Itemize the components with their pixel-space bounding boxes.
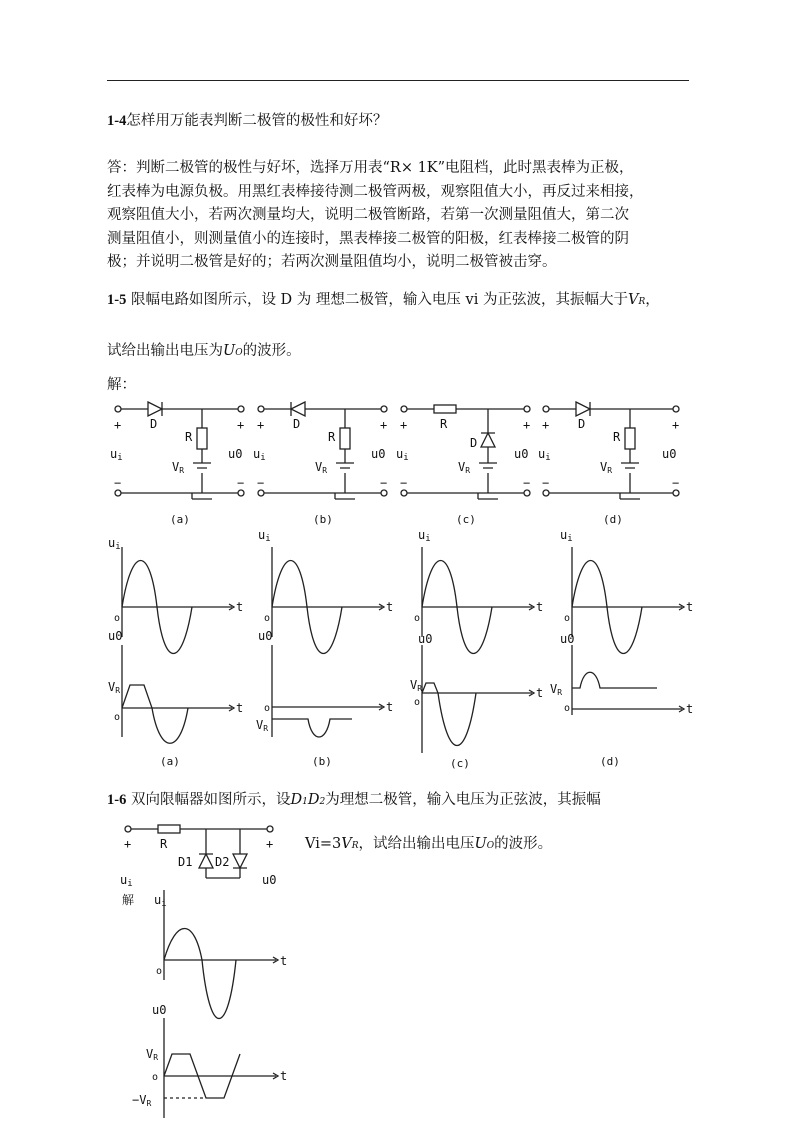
q16-d1-sub: 1: [302, 797, 308, 807]
q15-vr-sub: R: [638, 297, 646, 307]
q15-vr: V: [627, 292, 639, 308]
q16-negvr-label: −VR: [132, 1093, 152, 1108]
q16-plus-out: +: [266, 837, 274, 851]
q16-wave-ui-label: ui: [154, 893, 167, 909]
u0-axes-b: [272, 645, 384, 737]
bidirectional-limiter: [110, 818, 310, 1118]
q16-line-1: [107, 789, 601, 815]
minus-b-in: −: [257, 476, 265, 490]
q16-wave-u0-label: u0: [152, 1003, 167, 1017]
label-ui-d: ui: [538, 447, 551, 463]
vr-label-c: VR: [410, 678, 423, 693]
label-uo-c: u0: [514, 447, 529, 461]
t-label-u0-b: t: [386, 700, 394, 714]
t-label-ui-a: t: [236, 600, 244, 614]
q16-vr: V: [341, 836, 352, 852]
resistor-d: [625, 428, 635, 449]
ui-axes-q16: [164, 890, 278, 980]
circuit-a: [115, 402, 244, 499]
label-VR-a: VR: [172, 460, 185, 475]
q16-line2-mid: ，试给出输出电压: [358, 836, 475, 852]
q16-label-R: R: [160, 837, 168, 851]
q16-vr-sub: R: [351, 841, 359, 851]
q15-line2-post: 的波形。: [242, 343, 301, 359]
ui-label-c: ui: [418, 528, 431, 544]
wave-label-a: (a): [160, 755, 180, 768]
q15-number: 1-5: [107, 292, 127, 308]
label-R-d: R: [613, 430, 621, 444]
q16-uo-sub: O: [486, 841, 495, 851]
circuit-label-c: (c): [456, 513, 476, 526]
label-D-d: D: [578, 417, 586, 431]
q15-line-2: [107, 340, 301, 366]
q15-line-1: [107, 289, 660, 315]
u0-label-d: u0: [560, 632, 575, 646]
circuit-label-b: (b): [313, 513, 333, 526]
limiter-circuits: [100, 395, 700, 530]
q14-answer-line-1: 答：判断二极管的极性与好坏，选择万用表“R× 1K”电阻档，此时黑表棒为正极，: [107, 160, 634, 176]
minus-a-out: −: [237, 476, 245, 490]
diode-d2: [233, 854, 247, 868]
q15-line2-pre: 试给出输出电压为: [107, 343, 223, 359]
diode-d1: [199, 854, 213, 868]
ui-label-a: ui: [108, 536, 121, 552]
resistor: [158, 825, 180, 833]
origin-ui-d: o: [564, 613, 571, 624]
header-rule: [107, 80, 689, 81]
label-D-b: D: [293, 417, 301, 431]
plus-a-in: +: [114, 418, 122, 432]
resistor-a: [197, 428, 207, 449]
origin-u0-a: o: [114, 712, 121, 723]
origin-u0-c: o: [414, 697, 421, 708]
q16-uo: U: [474, 836, 487, 852]
ui-label-b: ui: [258, 528, 271, 544]
q15-uo-sub: O: [235, 348, 243, 358]
q15-uo: U: [223, 343, 236, 359]
u0-label-a: u0: [108, 629, 123, 643]
u0-wave-b: [272, 719, 352, 737]
t-label-ui-b: t: [386, 600, 394, 614]
q14-answer-line-2: 红表棒为电源负极。用黑红表棒接待测二极管两极，观察阻值大小，再反过来相接，: [107, 183, 644, 200]
origin-ui-c: o: [414, 613, 421, 624]
label-R-a: R: [185, 430, 193, 444]
plus-b-in: +: [257, 418, 265, 432]
q16-line1-pre: 双向限幅器如图所示，设: [130, 792, 291, 808]
q15-text: 限幅电路如图所示，设 D 为 理想二极管，输入电压 vi 为正弦波，其振幅大于: [130, 292, 628, 308]
limiter-circuit: [125, 825, 273, 878]
q15-comma: ，: [645, 292, 660, 308]
resistor-c: [434, 405, 456, 413]
label-R-c: R: [440, 417, 448, 431]
q16-d2: D: [307, 792, 320, 808]
vr-label-b: VR: [256, 718, 269, 733]
minus-d-in: −: [542, 476, 550, 490]
q16-line2-post: 的波形。: [494, 836, 553, 852]
q14-answer-line-5: 极；并说明二极管是好的；若两次测量阻值均小，说明二极管被击穿。: [107, 254, 557, 270]
q16-line1-post: 为理想二极管，输入电压为正弦波，其振幅: [325, 792, 601, 808]
origin-ui-a: o: [114, 613, 121, 624]
minus-c-out: −: [523, 476, 531, 490]
q16-d2-sub: 2: [319, 797, 326, 807]
u0-axes-d: [572, 645, 684, 715]
q16-line-2: [305, 833, 552, 859]
t-label-ui-d: t: [686, 600, 694, 614]
label-VR-b: VR: [315, 460, 328, 475]
circuit-d: [543, 402, 679, 499]
label-VR-c: VR: [458, 460, 471, 475]
vr-label-d: VR: [550, 682, 563, 697]
plus-c-out: +: [523, 418, 531, 432]
t-label-u0-d: t: [686, 702, 694, 716]
circuit-b: [258, 402, 387, 499]
origin-u0-b: o: [264, 703, 271, 714]
q16-origin-u0: o: [152, 1072, 159, 1083]
plus-b-out: +: [380, 418, 388, 432]
minus-c-in: −: [400, 476, 408, 490]
label-ui-c: ui: [396, 447, 409, 463]
diode-a: [148, 402, 162, 416]
ui-label-d: ui: [560, 528, 573, 544]
label-uo-d: u0: [662, 447, 677, 461]
u0-axes-q16: [164, 1018, 278, 1118]
q15-solution-label: 解：: [107, 377, 136, 393]
u0-wave-a: [122, 685, 188, 743]
diode-b: [291, 402, 305, 416]
label-ui-b: ui: [253, 447, 266, 463]
label-VR-d: VR: [600, 460, 613, 475]
minus-d-out: −: [672, 476, 680, 490]
q14-answer-line-4: 测量阻值小，则测量值小的连接时，黑表棒接二极管的阳极，红表棒接二极管的阴: [107, 230, 629, 247]
plus-a-out: +: [237, 418, 245, 432]
plus-d-out: +: [672, 418, 680, 432]
q16-t-u0: t: [280, 1069, 288, 1083]
label-ui-a: ui: [110, 447, 123, 463]
limiter-waveforms: [100, 525, 700, 775]
t-label-ui-c: t: [536, 600, 544, 614]
q16-number: 1-6: [107, 792, 127, 808]
q16-label-ui: ui: [120, 873, 133, 889]
resistor-b: [340, 428, 350, 449]
q16-plus-in: +: [124, 837, 132, 851]
q16-label-D1: D1: [178, 855, 193, 869]
minus-a-in: −: [114, 476, 122, 490]
q16-solution-label: 解: [122, 893, 135, 907]
label-uo-b: u0: [371, 447, 386, 461]
label-D-a: D: [150, 417, 158, 431]
label-D-c: D: [470, 436, 478, 450]
q16-vr-label: VR: [146, 1047, 159, 1062]
u0-axes-a: [122, 645, 234, 737]
u0-wave-d: [572, 672, 657, 688]
t-label-u0-c: t: [536, 686, 544, 700]
u0-label-c: u0: [418, 632, 433, 646]
vr-label-a: VR: [108, 680, 121, 695]
origin-ui-b: o: [264, 613, 271, 624]
plus-c-in: +: [400, 418, 408, 432]
q14-answer-line-3: 观察阻值大小，若两次测量均大，说明二极管断路，若第一次测量阻值大，第二次: [107, 207, 629, 223]
wave-label-b: (b): [312, 755, 332, 768]
label-uo-a: u0: [228, 447, 243, 461]
circuit-label-d: (d): [603, 513, 623, 526]
origin-u0-d: o: [564, 703, 571, 714]
circuit-label-a: (a): [170, 513, 190, 526]
u0-label-b: u0: [258, 629, 273, 643]
q14-title: [107, 110, 387, 134]
wave-label-d: (d): [600, 755, 620, 768]
label-R-b: R: [328, 430, 336, 444]
q16-d1: D: [290, 792, 303, 808]
circuit-c: [401, 405, 530, 499]
q16-label-D2: D2: [215, 855, 230, 869]
q14-question: 怎样用万能表判断二极管的极性和好坏？: [126, 113, 388, 129]
ui-sine-q16: [164, 929, 236, 1019]
q16-origin-ui: o: [156, 966, 163, 977]
diode-c: [481, 433, 495, 447]
q16-label-u0: u0: [262, 873, 277, 887]
wave-label-c: (c): [450, 757, 470, 770]
q14-number: 1-4: [107, 113, 127, 129]
plus-d-in: +: [542, 418, 550, 432]
t-label-u0-a: t: [236, 701, 244, 715]
diode-d: [576, 402, 590, 416]
minus-b-out: −: [380, 476, 388, 490]
q16-t-ui: t: [280, 954, 288, 968]
q16-line2-pre: Vi=3: [305, 836, 342, 852]
